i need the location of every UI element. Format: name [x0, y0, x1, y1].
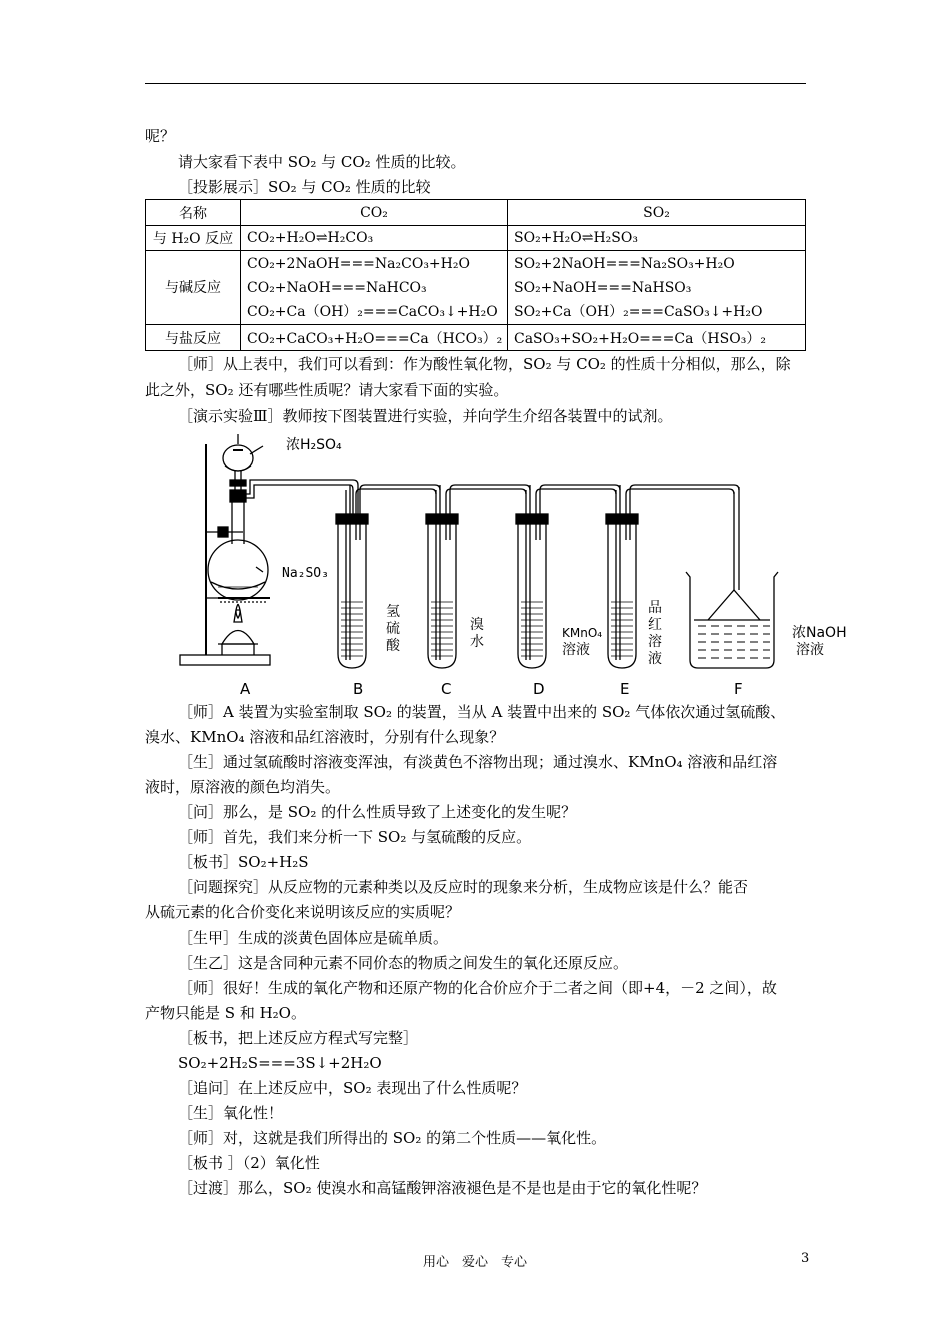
text-line: ［生］氧化性！	[178, 1104, 284, 1122]
table-row	[146, 325, 806, 351]
comparison-table	[145, 199, 806, 351]
table-cell: CO₂+CaCO₃+H₂O===Ca（HCO₃）₂	[241, 325, 508, 351]
table-cell	[241, 251, 508, 325]
text-line: 溴水、KMnO₄ 溶液和品红溶液时，分别有什么现象？	[145, 728, 505, 746]
label-c: C	[441, 680, 452, 698]
page-footer: 用心 爱心 专心	[422, 1255, 527, 1270]
reagent-b-label: 氢 硫 酸	[386, 604, 400, 654]
text-line: 此之外，SO₂ 还有哪些性质呢？请大家看下面的实验。	[145, 381, 509, 399]
text-line: ［演示实验Ⅲ］教师按下图装置进行实验，并向学生介绍各装置中的试剂。	[178, 407, 673, 425]
text-line: ［师］从上表中，我们可以看到：作为酸性氧化物，SO₂ 与 CO₂ 的性质十分相似，那么，除	[178, 355, 791, 373]
label-a: A	[240, 680, 251, 698]
table-row	[146, 251, 806, 325]
header-rule	[145, 83, 806, 84]
table-cell	[508, 251, 806, 325]
label-b: B	[353, 680, 364, 698]
text-line: ［生］通过氢硫酸时溶液变浑浊，有淡黄色不溶物出现；通过溴水、KMnO₄ 溶液和品红溶	[178, 753, 778, 771]
table-cell: 与盐反应	[146, 325, 241, 351]
text-line: ［师］很好！生成的氧化产物和还原产物的化合价应介于二者之间（即+4，－2 之间），故	[178, 979, 777, 997]
table-cell: CaSO₃+SO₂+H₂O===Ca（HSO₃）₂	[508, 325, 806, 351]
text-line: 从硫元素的化合价变化来说明该反应的实质呢？	[145, 903, 461, 921]
text-line: 请大家看下表中 SO₂ 与 CO₂ 性质的比较。	[178, 153, 466, 171]
text-line: ［师］对，这就是我们所得出的 SO₂ 的第二个性质——氧化性。	[178, 1129, 607, 1147]
text-line: ［板书］SO₂+H₂S	[178, 853, 309, 871]
label-e: E	[620, 680, 630, 698]
reagent-e-label: 品 红 溶 液	[648, 600, 662, 667]
text-line: ［投影展示］SO₂ 与 CO₂ 性质的比较	[178, 178, 431, 196]
table-cell: CO₂	[241, 200, 508, 226]
label-d: D	[533, 680, 545, 698]
text-line: ［生甲］生成的淡黄色固体应是硫单质。	[178, 929, 449, 947]
experiment-apparatus-figure	[178, 432, 858, 702]
text-line: SO₂+2H₂S===3S↓+2H₂O	[178, 1054, 382, 1072]
reagent-f-label: 浓NaOH 溶液	[792, 625, 847, 658]
reagent-c-label: 溴 水	[470, 617, 484, 650]
text-line: ［问］那么，是 SO₂ 的什么性质导致了上述变化的发生呢？	[178, 803, 577, 821]
text-line: ［过渡］那么，SO₂ 使溴水和高锰酸钾溶液褪色是不是也是由于它的氧化性呢？	[178, 1179, 707, 1197]
text-line: ［板书，把上述反应方程式写完整］	[178, 1029, 419, 1047]
reagent-d-label: KMnO₄ 溶液	[562, 626, 603, 658]
test-tube-e	[606, 485, 739, 668]
table-cell: 与 H₂O 反应	[146, 226, 241, 251]
equation: SO₂+NaOH===NaHSO₃	[514, 279, 692, 296]
flask-label: Na₂SO₃	[282, 566, 329, 581]
equation: CO₂+NaOH===NaHCO₃	[247, 279, 427, 296]
equation: SO₂+2NaOH===Na₂SO₃+H₂O	[514, 255, 735, 272]
text-line: ［生乙］这是含同种元素不同价态的物质之间发生的氧化还原反应。	[178, 954, 629, 972]
acid-label: 浓H₂SO₄	[286, 437, 342, 453]
page-number: 3	[801, 1251, 810, 1266]
text-line: ［师］A 装置为实验室制取 SO₂ 的装置，当从 A 装置中出来的 SO₂ 气体依次通过氢硫酸、	[178, 703, 786, 721]
text-line: ［追问］在上述反应中，SO₂ 表现出了什么性质呢？	[178, 1079, 527, 1097]
text-line: ［板书 ］（2）氧化性	[178, 1154, 320, 1172]
text-line: 呢？	[145, 127, 176, 145]
text-line: 产物只能是 S 和 H₂O。	[145, 1004, 306, 1022]
table-cell: 名称	[146, 200, 241, 226]
table-row	[146, 226, 806, 251]
apparatus-a	[180, 434, 358, 665]
text-line: ［师］首先，我们来分析一下 SO₂ 与氢硫酸的反应。	[178, 828, 532, 846]
apparatus-f	[686, 487, 778, 668]
equation: CO₂+Ca（OH）₂===CaCO₃↓+H₂O	[247, 303, 498, 320]
label-f: F	[734, 680, 743, 698]
table-cell: CO₂+H₂O⇌H₂CO₃	[241, 226, 508, 251]
table-cell: 与碱反应	[146, 251, 241, 325]
text-line: 液时，原溶液的颜色均消失。	[145, 778, 341, 796]
equation: SO₂+Ca（OH）₂===CaSO₃↓+H₂O	[514, 303, 763, 320]
text-line: ［问题探究］从反应物的元素种类以及反应时的现象来分析，生成物应该是什么？能否	[178, 878, 749, 896]
table-cell: SO₂	[508, 200, 806, 226]
table-row	[146, 200, 806, 226]
equation: CO₂+2NaOH===Na₂CO₃+H₂O	[247, 255, 470, 272]
table-cell: SO₂+H₂O⇌H₂SO₃	[508, 226, 806, 251]
